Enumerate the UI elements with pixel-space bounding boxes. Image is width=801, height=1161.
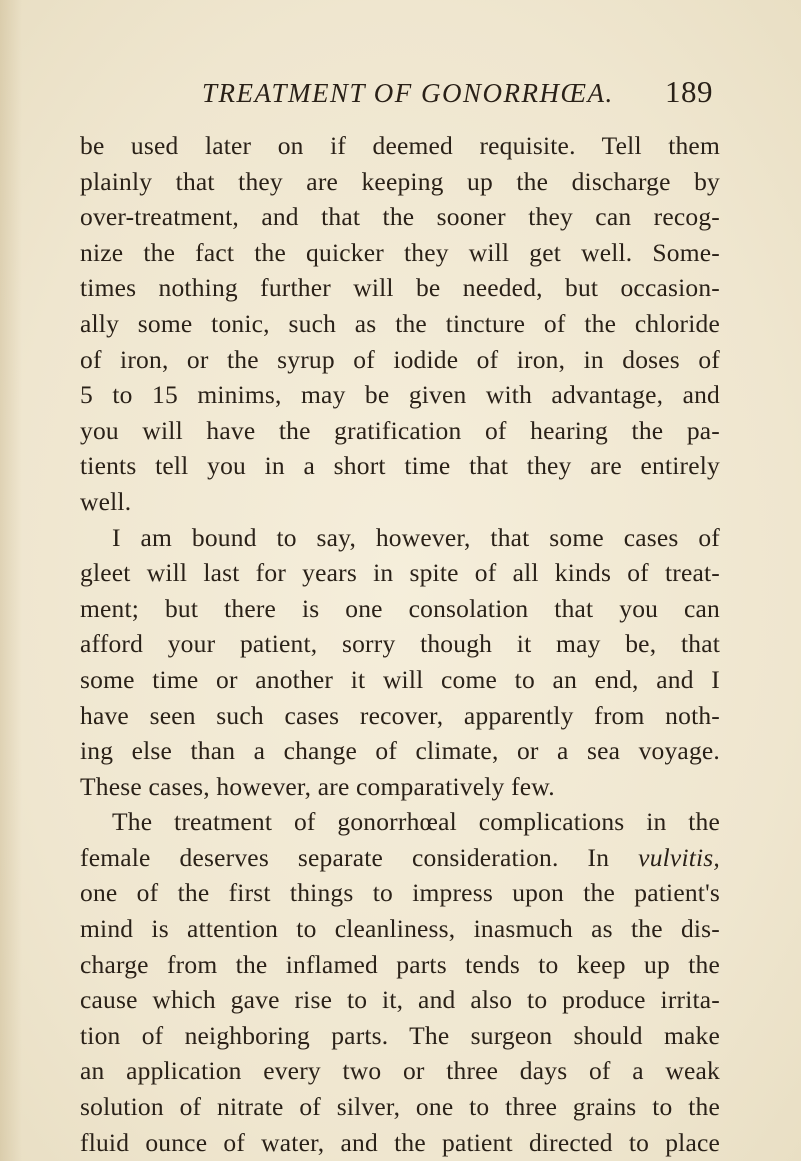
text-line: you will have the gratification of hearing the pa- [80,415,720,445]
text-line: tion of neighboring parts. The surgeon should make [80,1020,720,1050]
text-line: fluid ounce of water, and the patient directed to place [80,1127,720,1157]
text-line: an application every two or three days of a weak [80,1056,720,1086]
text-line: times nothing further will be needed, but occasion- [80,273,720,303]
text-line: plainly that they are keeping up the discharge by [80,166,720,196]
text-line: mind is attention to cleanliness, inasmuch as the dis- [80,914,720,944]
text-line: ment; but there is one consolation that you can [80,593,720,623]
text-line: afford your patient, sorry though it may be, that [80,629,720,659]
text-line: of iron, or the syrup of iodide of iron, in doses of [80,344,720,374]
text-line: 5 to 15 minims, may be given with advantage, and [80,380,720,410]
text-line: tients tell you in a short time that they are entirely [80,451,720,481]
text-line: charge from the inflamed parts tends to keep up the [80,949,720,979]
text-line: The treatment of gonorrhœal complications in the [112,807,720,837]
text-line: solution of nitrate of silver, one to three grains to the [80,1092,720,1122]
text-line: cause which gave rise to it, and also to produce irrita- [80,985,720,1015]
text-fragment: female deserves separate consideration. In [80,842,610,872]
text-line: ally some tonic, such as the tincture of the chloride [80,308,720,338]
text-line: gleet will last for years in spite of all kinds of treat- [80,558,720,588]
text-line: well. [80,486,132,516]
italic-term: vulvitis, [638,842,720,872]
text-line: have seen such cases recover, apparently from noth- [80,700,720,730]
text-line-with-italic [80,840,720,876]
text-line: some time or another it will come to an end, and I [80,664,720,694]
text-line: one of the first things to impress upon the patient's [80,878,720,908]
text-line: I am bound to say, however, that some cases of [112,522,720,552]
text-line: be used later on if deemed requisite. Tell them [80,131,720,160]
body-text [80,128,720,1160]
page-header [202,74,722,114]
running-title: TREATMENT OF GONORRHŒA. [202,78,614,108]
text-line: These cases, however, are comparatively few. [80,771,555,801]
page-number: 189 [665,74,713,109]
text-line: ing else than a change of climate, or a sea voyage. [80,736,720,766]
text-line: over-treatment, and that the sooner they can recog- [80,202,720,232]
text-line: nize the fact the quicker they will get well. Some- [80,237,720,267]
